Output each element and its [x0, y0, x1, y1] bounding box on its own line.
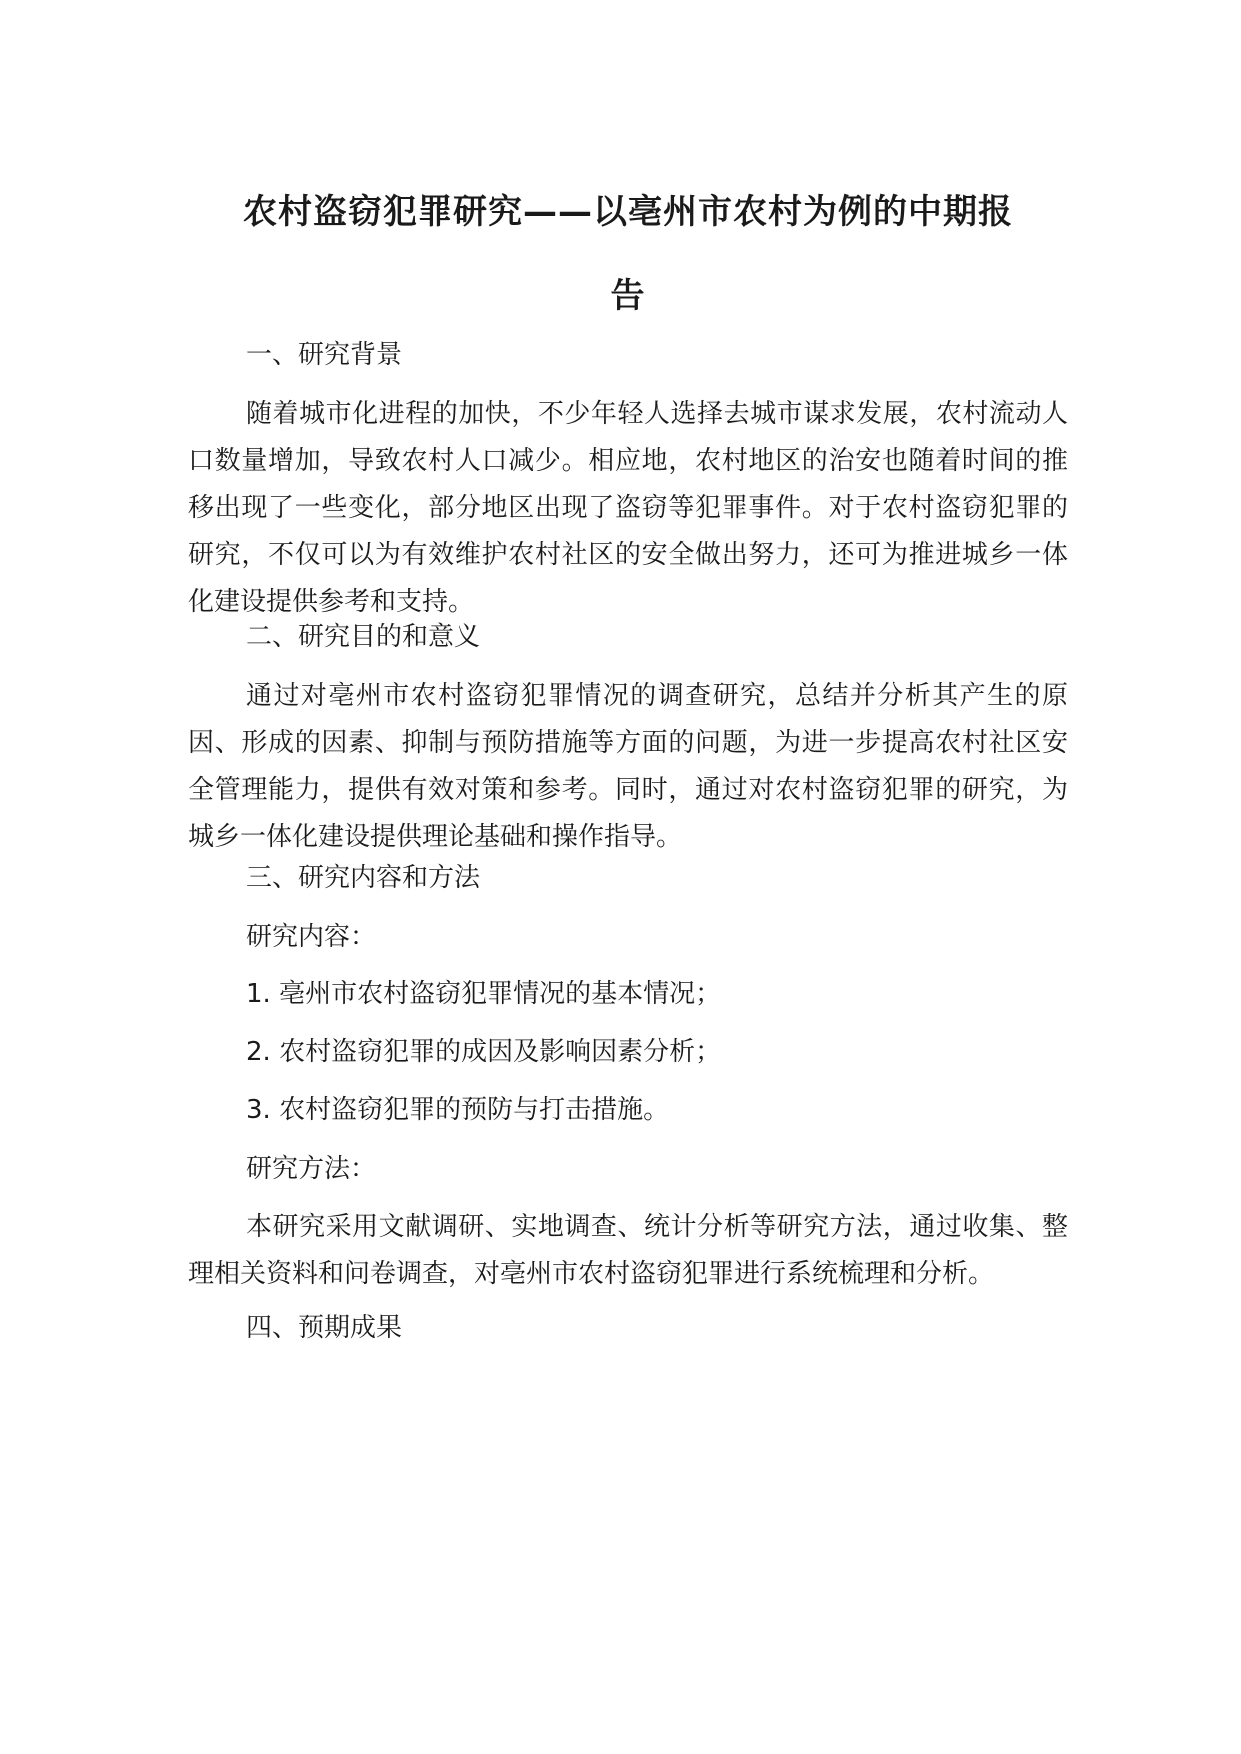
section-heading-expected-results: 四、预期成果: [246, 1313, 403, 1343]
list-item-2: 2. 农村盗窃犯罪的成因及影响因素分析；: [246, 1037, 722, 1067]
section-heading-content-method: 三、研究内容和方法: [246, 863, 481, 893]
list-item-1: 1. 亳州市农村盗窃犯罪情况的基本情况；: [246, 979, 722, 1009]
paragraph-method: 本研究采用文献调研、实地调查、统计分析等研究方法，通过收集、整理相关资料和问卷调查，对亳州市农村盗窃犯罪进行系统梳理和分析。: [188, 1212, 1068, 1289]
label-research-content: 研究内容：: [246, 922, 377, 952]
paragraph-purpose: 通过对亳州市农村盗窃犯罪情况的调查研究，总结并分析其产生的原因、形成的因素、抑制与预防措施等方面的问题，为进一步提高农村社区安全管理能力，提供有效对策和参考。同时，通过对农村盗窃犯罪的研究，为城乡一体化建设提供理论基础和操作指导。: [188, 681, 1068, 852]
section-heading-background: 一、研究背景: [246, 340, 403, 370]
document-title: [188, 170, 1068, 338]
section-heading-purpose: 二、研究目的和意义: [246, 622, 481, 652]
title-line-1: 农村盗窃犯罪研究——以亳州市农村为例的中期报: [243, 192, 1013, 232]
title-line-2: 告: [610, 276, 646, 316]
paragraph-background: 随着城市化进程的加快，不少年轻人选择去城市谋求发展，农村流动人口数量增加，导致农村人口减少。相应地，农村地区的治安也随着时间的推移出现了一些变化，部分地区出现了盗窃等犯罪事件。对于农村盗窃犯罪的研究，不仅可以为有效维护农村社区的安全做出努力，还可为推进城乡一体化建设提供参考和支持。: [188, 399, 1068, 617]
list-item-3: 3. 农村盗窃犯罪的预防与打击措施。: [246, 1095, 670, 1125]
label-research-method: 研究方法：: [246, 1154, 377, 1184]
